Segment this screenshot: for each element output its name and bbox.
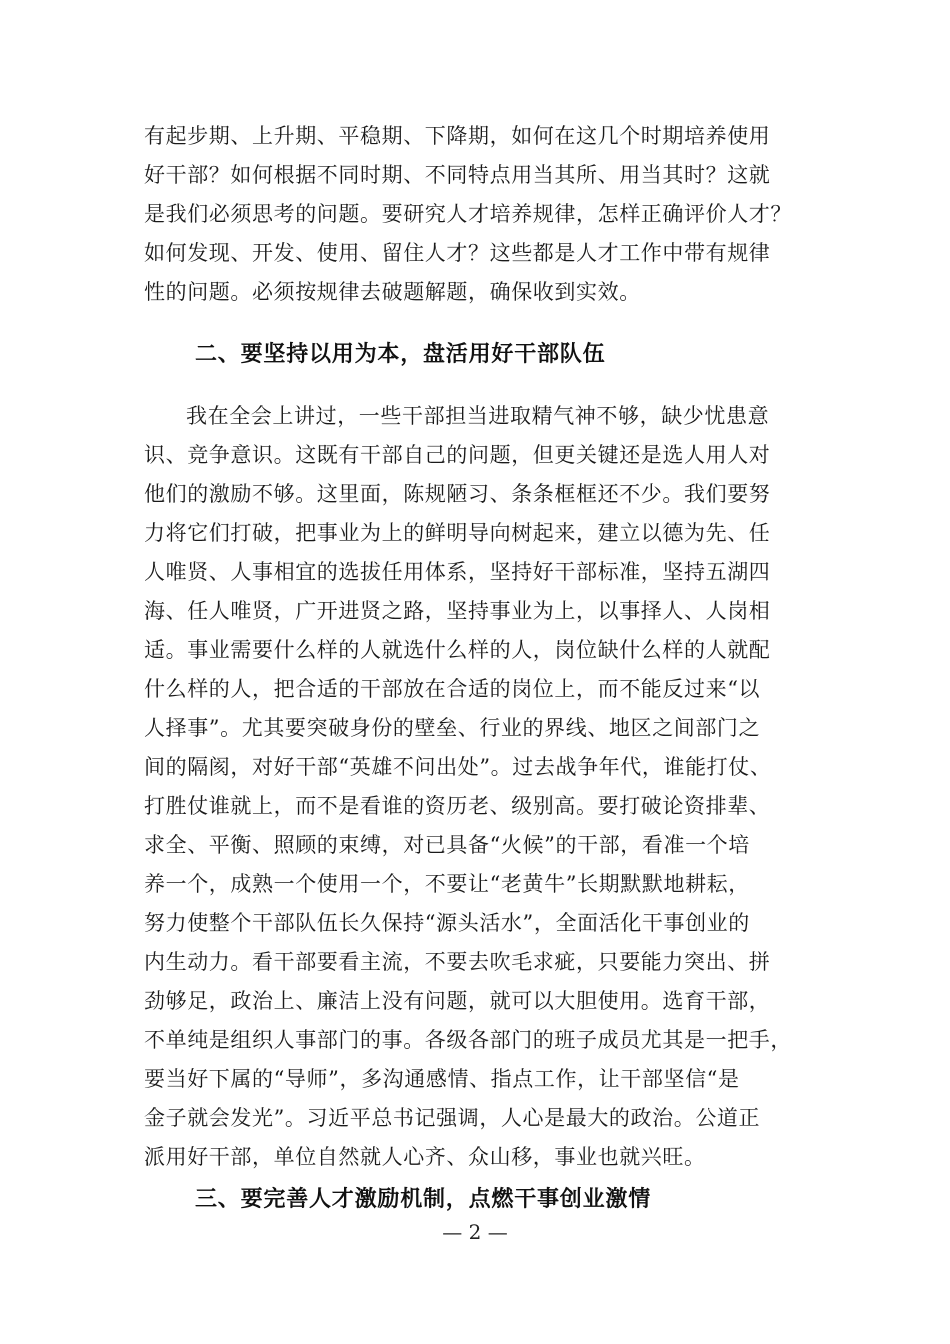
page-number: — 2 —	[442, 1220, 508, 1244]
section-heading-3: 三、要完善人才激励机制，点燃干事创业激情	[195, 1187, 652, 1212]
paragraph-line: 我在全会上讲过，一些干部担当进取精气神不够，缺少忧患意	[186, 404, 770, 428]
paragraph-line: 劲够足，政治上、廉洁上没有问题，就可以大胆使用。选育干部，	[144, 989, 771, 1013]
paragraph-line: 力将它们打破，把事业为上的鲜明导向树起来，建立以德为先、任	[144, 521, 771, 545]
paragraph-line: 什么样的人，把合适的干部放在合适的岗位上，而不能反过来“以	[144, 677, 761, 701]
paragraph-line: 不单纯是组织人事部门的事。各级各部门的班子成员尤其是一把手，	[144, 1028, 792, 1052]
paragraph-line: 识、竞争意识。这既有干部自己的问题，但更关键还是选人用人对	[144, 443, 771, 467]
paragraph-line: 人唯贤、人事相宜的选拔任用体系，坚持好干部标准，坚持五湖四	[144, 560, 771, 584]
paragraph-line: 有起步期、上升期、平稳期、下降期，如何在这几个时期培养使用	[144, 124, 771, 148]
paragraph-line: 适。事业需要什么样的人就选什么样的人，岗位缺什么样的人就配	[144, 638, 771, 662]
paragraph-line: 派用好干部，单位自然就人心齐、众山移，事业也就兴旺。	[144, 1145, 706, 1169]
paragraph-line: 求全、平衡、照顾的束缚，对已具备“火候”的干部，看准一个培	[144, 833, 750, 857]
paragraph-line: 要当好下属的“导师”，多沟通感情、指点工作，让干部坚信“是	[144, 1067, 740, 1091]
paragraph-line: 努力使整个干部队伍长久保持“源头活水”，全面活化干事创业的	[144, 911, 750, 935]
paragraph-line: 打胜仗谁就上，而不是看谁的资历老、级别高。要打破论资排辈、	[144, 794, 771, 818]
paragraph-line: 内生动力。看干部要看主流，不要去吹毛求疵，只要能力突出、拼	[144, 950, 771, 974]
paragraph-line: 间的隔阂，对好干部“英雄不问出处”。过去战争年代，谁能打仗、	[144, 755, 772, 779]
paragraph-line: 海、任人唯贤，广开进贤之路，坚持事业为上，以事择人、人岗相	[144, 599, 771, 623]
paragraph-line: 人择事”。尤其要突破身份的壁垒、行业的界线、地区之间部门之	[144, 716, 761, 740]
paragraph-line: 如何发现、开发、使用、留住人才？这些都是人才工作中带有规律	[144, 241, 771, 265]
paragraph-line: 养一个，成熟一个使用一个，不要让“老黄牛”长期默默地耕耘，	[144, 872, 750, 896]
paragraph-line: 好干部？如何根据不同时期、不同特点用当其所、用当其时？这就	[144, 163, 771, 187]
paragraph-line: 金子就会发光”。习近平总书记强调，人心是最大的政治。公道正	[144, 1106, 761, 1130]
section-heading-2: 二、要坚持以用为本，盘活用好干部队伍	[195, 342, 606, 367]
paragraph-line: 他们的激励不够。这里面，陈规陋习、条条框框还不少。我们要努	[144, 482, 771, 506]
paragraph-line: 是我们必须思考的问题。要研究人才培养规律，怎样正确评价人才？	[144, 202, 792, 226]
paragraph-line: 性的问题。必须按规律去破题解题，确保收到实效。	[144, 280, 641, 304]
